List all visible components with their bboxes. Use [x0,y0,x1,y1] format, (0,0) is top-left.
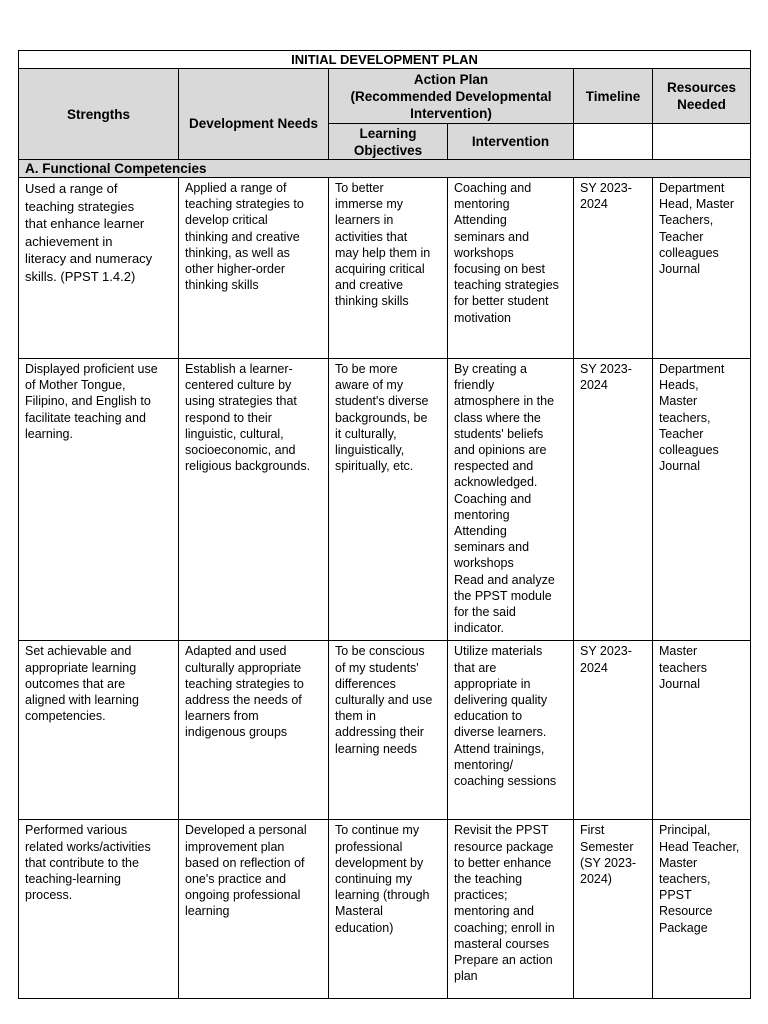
cell-line: them in [335,709,376,724]
cell-line: SY 2023- [580,181,632,195]
cell-line: professional [335,839,403,854]
cell-line: friendly [454,378,495,393]
cell-line: using strategies that [185,394,297,409]
cell-line: process. [25,888,73,903]
cell-line: practices; [454,888,508,903]
cell-line: appropriate learning [25,660,137,675]
cell-line: Filipino, and English to [25,394,151,409]
cell-line: diverse learners. [454,725,547,740]
cell-line: teachers [659,660,707,675]
cell-line: By creating a [454,362,527,376]
cell-line: colleagues [659,245,719,260]
cell-line: Department [659,362,725,376]
header-action-plan-line3: Intervention) [410,105,492,121]
cell-line: that are [454,660,497,675]
table-row [19,178,751,359]
cell-line: teachers, [659,410,711,425]
cell-line: To continue my [335,823,420,838]
cell-line: colleagues [659,443,719,458]
cell-line: backgrounds, be [335,410,428,425]
cell-line: mentoring/ [454,757,514,772]
cell-line: Masteral [335,904,383,919]
cell-line: that enhance learner [25,216,145,232]
cell-line: SY 2023- [580,362,632,376]
cell-line: thinking skills [185,278,259,293]
header-action-plan-line1: Action Plan [413,71,489,87]
cell-line: development by [335,855,424,870]
cell-line: based on reflection of [185,855,305,870]
cell-line: workshops [454,556,514,571]
cell-line: Department [659,181,725,195]
row-development-needs [179,359,329,641]
row-development-needs [179,820,329,999]
header-development-needs: Development Needs [179,69,329,160]
cell-line: To be conscious [335,644,425,659]
cell-line: workshops [454,245,514,260]
row-learning-objectives [329,820,448,999]
header-resources-needed [653,69,751,124]
development-plan-table [18,50,751,999]
cell-line: spiritually, etc. [335,459,414,474]
cell-line: Displayed proficient use [25,362,158,376]
cell-line: Heads, [659,378,699,393]
cell-line: thinking and creative [185,229,300,244]
cell-line: Prepare an action [454,953,553,968]
cell-line: ongoing professional [185,888,301,903]
cell-line: 2024 [580,660,608,675]
row-development-needs [179,178,329,359]
cell-line: related works/activities [25,839,151,854]
cell-line: competencies. [25,709,106,724]
cell-line: Revisit the PPST [454,823,549,838]
header-timeline-blank [574,124,653,160]
cell-line: Teacher [659,426,704,441]
cell-line: and creative [335,278,404,293]
cell-line: Master [659,394,698,409]
cell-line: linguistic, cultural, [185,426,284,441]
cell-line: addressing their [335,725,424,740]
cell-line: education) [335,920,394,935]
cell-line: teaching strategies to [185,676,304,691]
cell-line: Adapted and used [185,644,287,659]
cell-line: Attending [454,213,507,228]
cell-line: the teaching [454,872,523,887]
header-action-plan [329,69,574,124]
cell-line: respond to their [185,410,272,425]
row-strengths [19,178,179,359]
cell-line: acknowledged. [454,475,538,490]
cell-line: atmosphere in the [454,394,555,409]
cell-line: 2024) [580,872,612,887]
header-action-plan-line2: (Recommended Developmental [350,88,552,104]
cell-line: religious backgrounds. [185,459,311,474]
row-learning-objectives [329,178,448,359]
row-learning-objectives [329,641,448,820]
cell-line: seminars and [454,540,530,555]
row-resources [653,178,751,359]
row-timeline [574,820,653,999]
row-timeline [574,359,653,641]
cell-line: resource package [454,839,554,854]
cell-line: linguistically, [335,443,405,458]
cell-line: it culturally, [335,426,397,441]
cell-line: To be more [335,362,398,376]
cell-line: one's practice and [185,872,287,887]
cell-line: learners in [335,213,394,228]
row-intervention [448,820,574,999]
cell-line: other higher-order [185,262,286,277]
header-timeline: Timeline [574,69,653,124]
cell-line: learners from [185,709,259,724]
cell-line: may help them in [335,245,431,260]
cell-line: seminars and [454,229,530,244]
cell-line: focusing on best [454,262,546,277]
cell-line: mentoring and [454,904,534,919]
cell-line: student's diverse [335,394,429,409]
cell-line: Journal [659,676,700,691]
table-row [19,820,751,999]
cell-line: Journal [659,459,700,474]
cell-line: masteral courses [454,936,550,951]
cell-line: respected and [454,459,534,474]
cell-line: First [580,823,605,838]
cell-line: improvement plan [185,839,285,854]
cell-line: thinking skills [335,294,409,309]
cell-line: teaching strategies [454,278,559,293]
cell-line: continuing my [335,872,413,887]
cell-line: Teachers, [659,213,714,228]
cell-line: learning. [25,426,73,441]
cell-line: Used a range of [25,181,118,196]
cell-line: address the needs of [185,693,302,708]
row-intervention [448,359,574,641]
row-timeline [574,178,653,359]
cell-line: develop critical [185,213,268,228]
cell-line: Resource [659,904,713,919]
cell-line: learning (through [335,888,430,903]
cell-line: mentoring [454,507,510,522]
table-row [19,641,751,820]
cell-line: SY 2023- [580,644,632,659]
cell-line: the PPST module [454,588,552,603]
cell-line: literacy and numeracy [25,251,153,267]
cell-line: students' beliefs [454,426,544,441]
row-resources [653,359,751,641]
cell-line: coaching sessions [454,774,557,789]
cell-line: Teacher [659,229,704,244]
cell-line: Master [659,644,698,659]
cell-line: of my students' [335,660,419,675]
cell-line: appropriate in [454,676,531,691]
cell-line: delivering quality [454,693,548,708]
cell-line: differences [335,676,396,691]
cell-line: Coaching and [454,181,532,195]
cell-line: Attending [454,524,507,539]
cell-line: for better student [454,294,549,309]
cell-line: acquiring critical [335,262,425,277]
cell-line: coaching; enroll in [454,920,555,935]
cell-line: learning [185,904,230,919]
row-strengths [19,359,179,641]
cell-line: that contribute to the [25,855,139,870]
cell-line: Head Teacher, [659,839,740,854]
cell-line: and opinions are [454,443,547,458]
cell-line: Journal [659,262,700,277]
cell-line: Principal, [659,823,711,838]
cell-line: Read and analyze [454,572,555,587]
section-functional-competencies: A. Functional Competencies [19,160,751,178]
cell-line: 2024 [580,197,608,212]
header-learning-objectives [329,124,448,160]
cell-line: teaching strategies [25,198,135,214]
row-timeline [574,641,653,820]
cell-line: Developed a personal [185,823,307,838]
cell-line: 2024 [580,378,608,393]
cell-line: Establish a learner- [185,362,293,376]
row-strengths [19,641,179,820]
cell-line: culturally and use [335,693,433,708]
cell-line: for the said [454,605,516,620]
cell-line: to better enhance [454,855,552,870]
cell-line: aware of my [335,378,404,393]
cell-line: Attend trainings, [454,741,545,756]
cell-line: thinking, as well as [185,245,290,260]
cell-line: education to [454,709,523,724]
cell-line: teachers, [659,872,711,887]
cell-line: Utilize materials [454,644,543,659]
header-intervention: Intervention [448,124,574,160]
cell-line: culturally appropriate [185,660,302,675]
row-development-needs [179,641,329,820]
cell-line: plan [454,969,478,984]
cell-line: socioeconomic, and [185,443,296,458]
cell-line: Master [659,855,698,870]
header-resources-blank [653,124,751,160]
cell-line: Head, Master [659,197,735,212]
header-resources-line2: Needed [677,97,726,112]
row-strengths [19,820,179,999]
cell-line: indicator. [454,621,505,636]
row-resources [653,820,751,999]
header-strengths: Strengths [19,69,179,160]
cell-line: immerse my [335,197,404,212]
cell-line: teaching strategies to [185,197,304,212]
cell-line: teaching-learning [25,872,121,887]
table-title: INITIAL DEVELOPMENT PLAN [19,51,751,69]
cell-line: Performed various [25,823,128,838]
cell-line: facilitate teaching and [25,410,146,425]
header-resources-line1: Resources [667,80,737,95]
cell-line: outcomes that are [25,676,126,691]
row-learning-objectives [329,359,448,641]
row-intervention [448,641,574,820]
cell-line: mentoring [454,197,510,212]
cell-line: PPST [659,888,692,903]
row-intervention [448,178,574,359]
cell-line: learning needs [335,741,418,756]
cell-line: skills. (PPST 1.4.2) [25,268,136,284]
table-row [19,359,751,641]
cell-line: activities that [335,229,408,244]
header-learning-objectives-line2: Objectives [353,142,423,158]
header-learning-objectives-line1: Learning [359,125,417,141]
cell-line: achievement in [25,233,113,249]
cell-line: Package [659,920,708,935]
cell-line: Coaching and [454,491,532,506]
cell-line: class where the [454,410,541,425]
cell-line: indigenous groups [185,725,288,740]
cell-line: Applied a range of [185,181,287,195]
cell-line: centered culture by [185,378,292,393]
cell-line: of Mother Tongue, [25,378,126,393]
cell-line: Set achievable and [25,644,132,659]
cell-line: Semester [580,839,634,854]
cell-line: motivation [454,310,511,325]
row-resources [653,641,751,820]
cell-line: (SY 2023- [580,855,637,870]
cell-line: aligned with learning [25,693,139,708]
cell-line: To better [335,181,384,195]
